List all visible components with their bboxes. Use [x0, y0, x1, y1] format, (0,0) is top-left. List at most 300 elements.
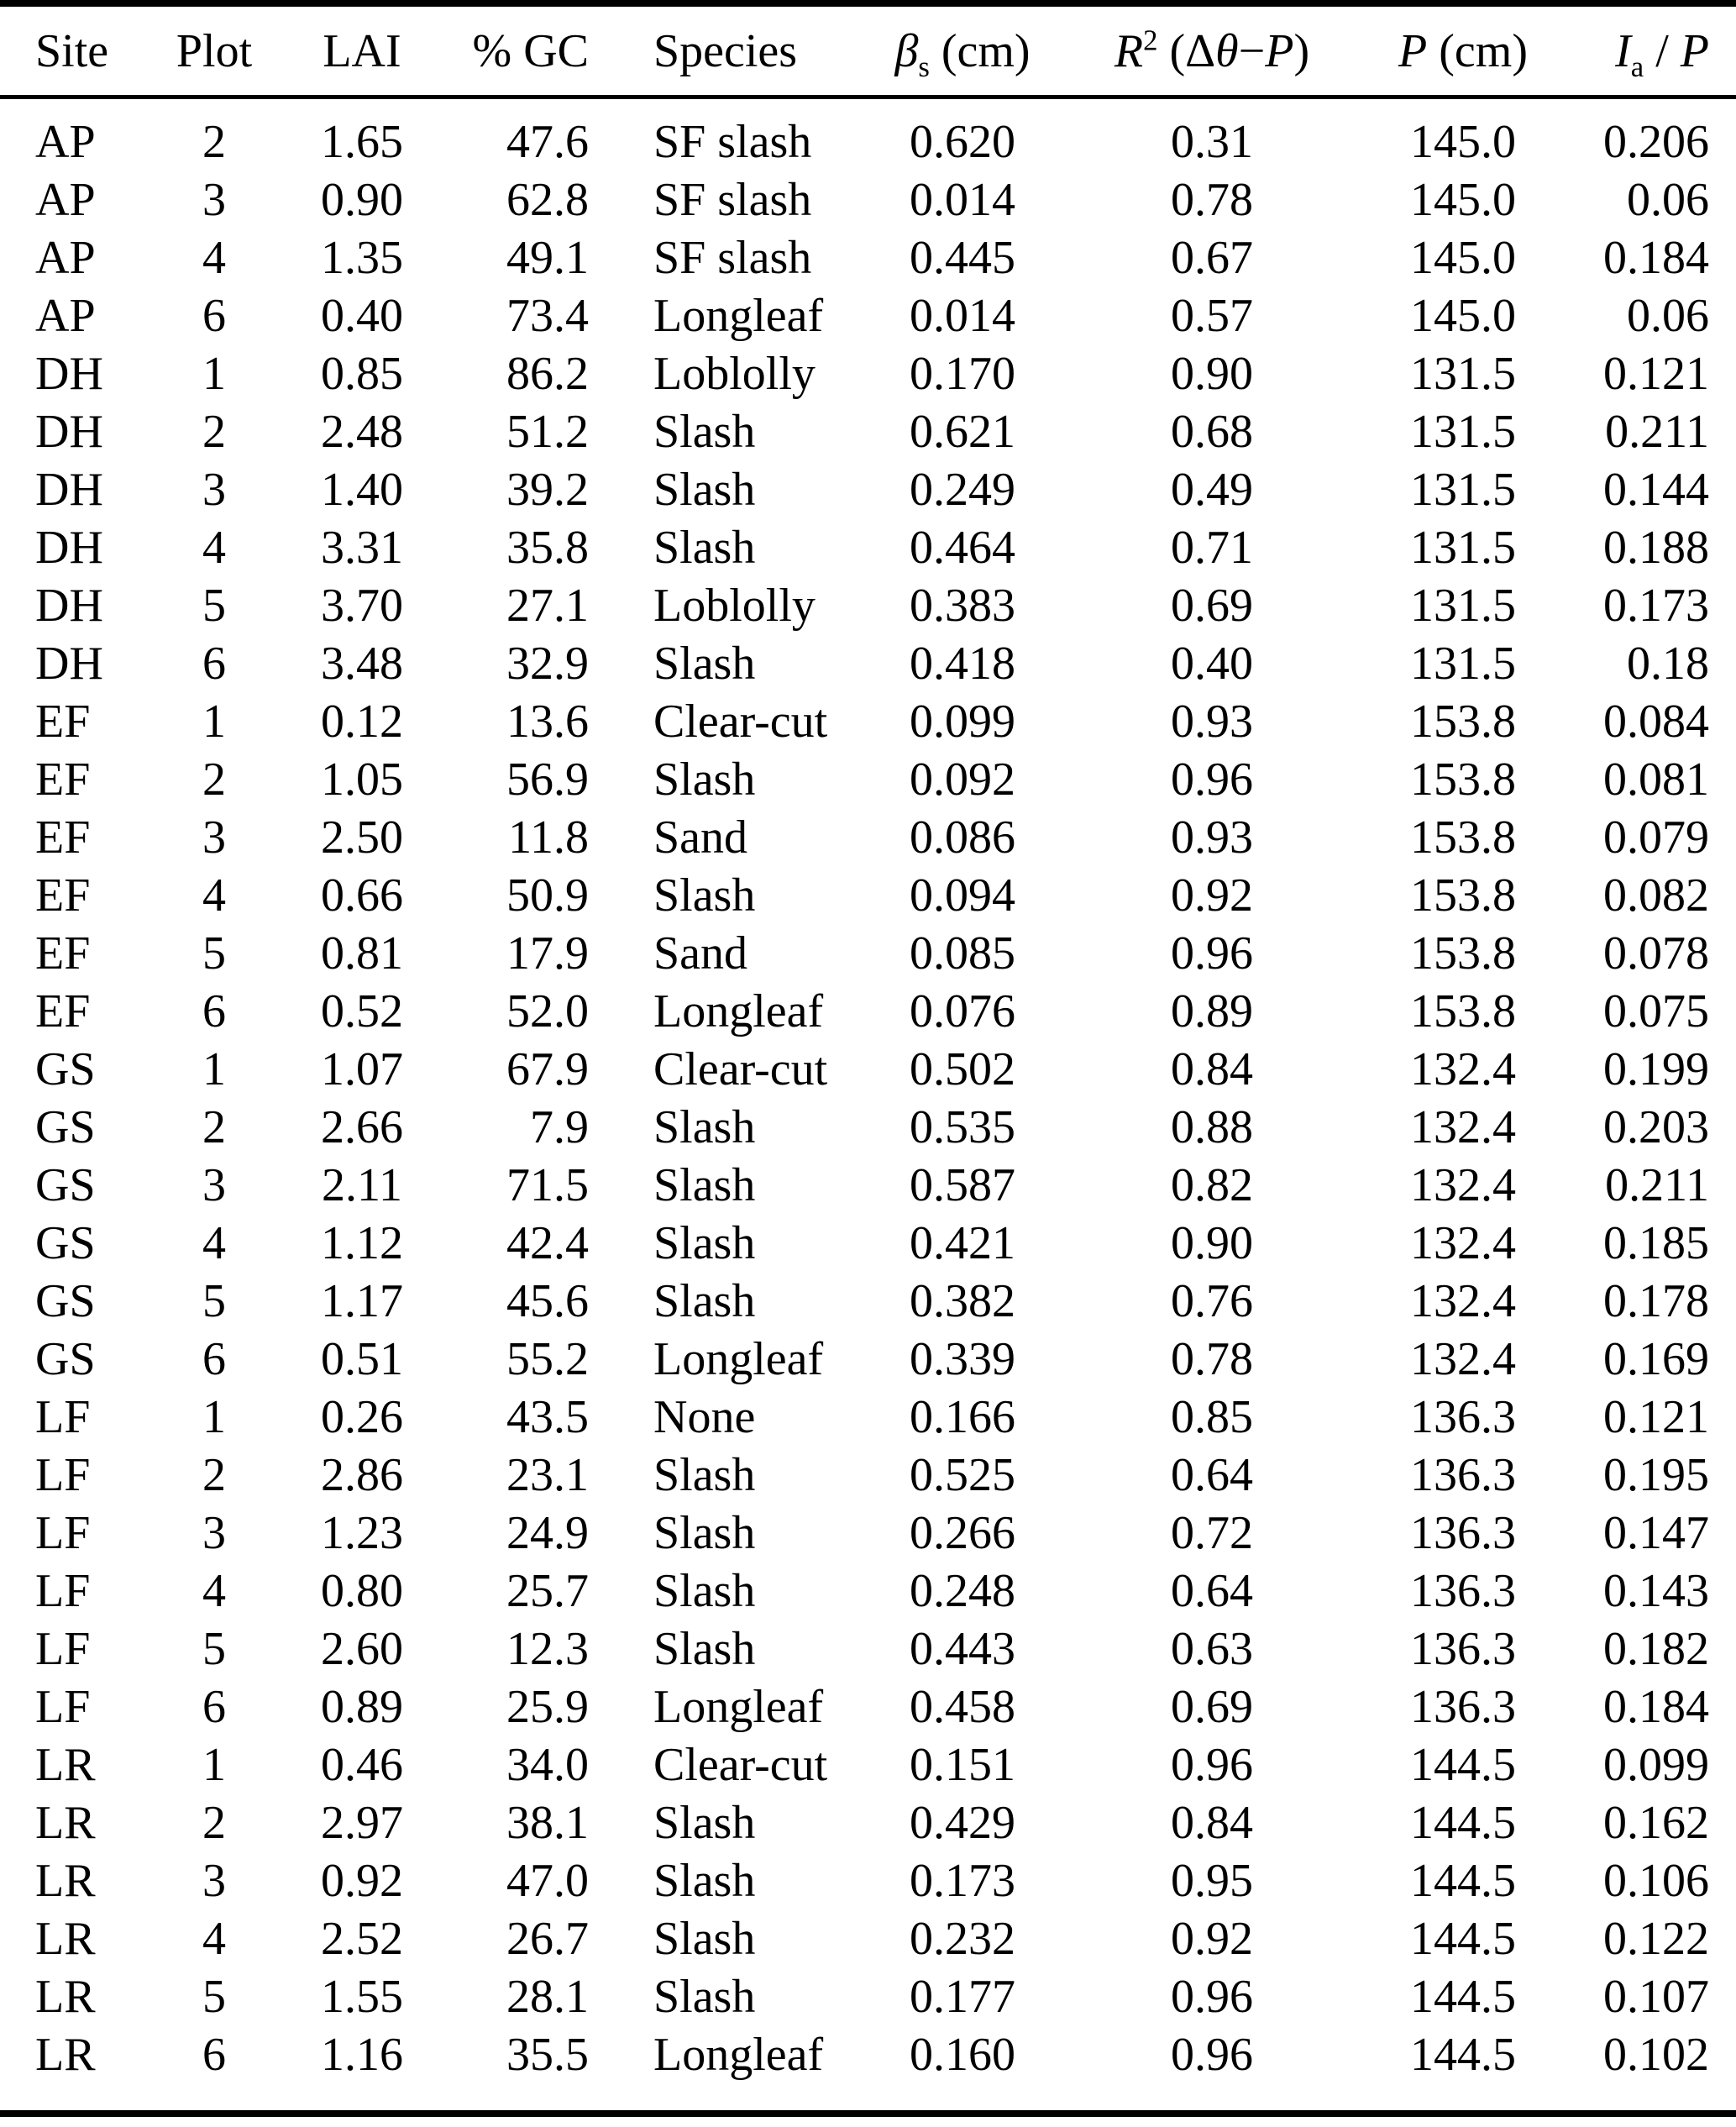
cell-species: Sand [653, 811, 747, 864]
cell-r2: 0.63 [1171, 1622, 1253, 1675]
cell-r2: 0.88 [1171, 1100, 1253, 1153]
header-text-part: − [1238, 24, 1266, 77]
cell-site: DH [35, 637, 103, 690]
cell-lai: 0.80 [321, 1564, 403, 1617]
table-row [0, 1794, 1736, 1851]
cell-site: AP [35, 231, 96, 284]
cell-beta: 0.166 [910, 1390, 1015, 1443]
cell-lai: 2.60 [321, 1622, 403, 1675]
cell-lai: 2.97 [321, 1796, 403, 1849]
cell-iap: 0.102 [1603, 2028, 1709, 2081]
table-body [0, 97, 1736, 2114]
cell-pct_gc: 62.8 [506, 173, 589, 226]
table-row [0, 97, 1736, 171]
cell-pct_gc: 27.1 [506, 579, 589, 632]
cell-species: Clear-cut [653, 1042, 828, 1095]
header-text-part: (cm) [1427, 24, 1528, 77]
cell-site: AP [35, 173, 96, 226]
cell-beta: 0.092 [910, 753, 1015, 806]
cell-lai: 0.26 [321, 1390, 403, 1443]
cell-p: 131.5 [1410, 347, 1516, 400]
table-row [0, 2025, 1736, 2114]
cell-species: Slash [653, 869, 756, 922]
cell-plot: 3 [202, 463, 226, 516]
cell-p: 136.3 [1410, 1448, 1516, 1501]
cell-species: Clear-cut [653, 695, 828, 748]
cell-r2: 0.49 [1171, 463, 1253, 516]
cell-pct_gc: 32.9 [506, 637, 589, 690]
cell-plot: 3 [202, 173, 226, 226]
header-text-part: 2 [1143, 23, 1158, 56]
table-header [0, 3, 1736, 97]
cell-p: 136.3 [1410, 1564, 1516, 1617]
cell-pct_gc: 25.7 [506, 1564, 589, 1617]
header-text-part: (Δ [1157, 24, 1216, 77]
cell-r2: 0.96 [1171, 1970, 1253, 2023]
cell-site: DH [35, 521, 103, 574]
cell-site: LR [35, 1970, 96, 2023]
cell-p: 153.8 [1410, 753, 1516, 806]
cell-p: 144.5 [1410, 1854, 1516, 1907]
cell-lai: 0.90 [321, 173, 403, 226]
cell-iap: 0.184 [1603, 1680, 1709, 1733]
table-row [0, 1388, 1736, 1446]
cell-site: GS [35, 1216, 96, 1269]
cell-p: 131.5 [1410, 521, 1516, 574]
cell-species: Slash [653, 1158, 756, 1211]
cell-beta: 0.094 [910, 869, 1015, 922]
cell-pct_gc: 71.5 [506, 1158, 589, 1211]
column-header-iap [1579, 3, 1736, 97]
cell-beta: 0.502 [910, 1042, 1015, 1095]
cell-pct_gc: 39.2 [506, 463, 589, 516]
cell-plot: 2 [202, 753, 226, 806]
cell-r2: 0.67 [1171, 231, 1253, 284]
cell-site: GS [35, 1100, 96, 1153]
cell-site: LR [35, 1854, 96, 1907]
cell-plot: 1 [202, 1042, 226, 1095]
table-row [0, 460, 1736, 518]
header-text-part: (cm) [929, 24, 1031, 77]
cell-iap: 0.184 [1603, 231, 1709, 284]
cell-lai: 1.35 [321, 231, 403, 284]
table-row [0, 1620, 1736, 1678]
cell-beta: 0.418 [910, 637, 1015, 690]
cell-r2: 0.57 [1171, 289, 1253, 342]
cell-plot: 2 [202, 115, 226, 168]
cell-p: 131.5 [1410, 405, 1516, 458]
header-text-part: I [1615, 24, 1631, 77]
cell-site: LF [35, 1506, 91, 1559]
header-text-part: θ [1215, 24, 1239, 77]
cell-lai: 1.40 [321, 463, 403, 516]
cell-pct_gc: 38.1 [506, 1796, 589, 1849]
header-text-part: Plot [176, 24, 253, 77]
cell-p: 136.3 [1410, 1506, 1516, 1559]
cell-plot: 2 [202, 405, 226, 458]
cell-pct_gc: 13.6 [506, 695, 589, 748]
cell-lai: 2.52 [321, 1912, 403, 1965]
cell-species: SF slash [653, 115, 812, 168]
cell-species: Slash [653, 1216, 756, 1269]
cell-plot: 4 [202, 1564, 226, 1617]
cell-beta: 0.173 [910, 1854, 1015, 1907]
cell-species: SF slash [653, 231, 812, 284]
cell-pct_gc: 45.6 [506, 1274, 589, 1327]
cell-species: Slash [653, 1274, 756, 1327]
cell-beta: 0.248 [910, 1564, 1015, 1617]
cell-beta: 0.085 [910, 927, 1015, 979]
cell-r2: 0.78 [1171, 1332, 1253, 1385]
cell-plot: 3 [202, 811, 226, 864]
cell-p: 131.5 [1410, 637, 1516, 690]
cell-p: 153.8 [1410, 927, 1516, 979]
cell-pct_gc: 86.2 [506, 347, 589, 400]
cell-beta: 0.014 [910, 173, 1015, 226]
table-row [0, 518, 1736, 576]
cell-lai: 1.16 [321, 2028, 403, 2081]
cell-site: DH [35, 463, 103, 516]
cell-r2: 0.92 [1171, 869, 1253, 922]
cell-r2: 0.96 [1171, 2028, 1253, 2081]
cell-r2: 0.93 [1171, 811, 1253, 864]
cell-iap: 0.206 [1603, 115, 1709, 168]
cell-beta: 0.620 [910, 115, 1015, 168]
table-row [0, 576, 1736, 634]
table-row [0, 1272, 1736, 1330]
cell-r2: 0.96 [1171, 753, 1253, 806]
cell-pct_gc: 25.9 [506, 1680, 589, 1733]
cell-site: DH [35, 405, 103, 458]
cell-p: 144.5 [1410, 1912, 1516, 1965]
cell-p: 144.5 [1410, 1738, 1516, 1791]
cell-lai: 0.51 [321, 1332, 403, 1385]
table-row [0, 750, 1736, 808]
cell-lai: 1.23 [321, 1506, 403, 1559]
cell-p: 153.8 [1410, 985, 1516, 1037]
header-text-part: LAI [323, 24, 401, 77]
cell-plot: 4 [202, 1912, 226, 1965]
cell-species: SF slash [653, 173, 812, 226]
header-text-part: β [894, 24, 919, 77]
cell-iap: 0.06 [1627, 173, 1709, 226]
cell-plot: 6 [202, 1680, 226, 1733]
table-row [0, 228, 1736, 286]
cell-lai: 0.52 [321, 985, 403, 1037]
cell-r2: 0.93 [1171, 695, 1253, 748]
cell-site: DH [35, 347, 103, 400]
cell-pct_gc: 35.8 [506, 521, 589, 574]
cell-beta: 0.014 [910, 289, 1015, 342]
cell-plot: 2 [202, 1100, 226, 1153]
cell-species: Longleaf [653, 2028, 824, 2081]
table-row [0, 866, 1736, 924]
cell-beta: 0.177 [910, 1970, 1015, 2023]
cell-species: Slash [653, 1622, 756, 1675]
cell-beta: 0.443 [910, 1622, 1015, 1675]
cell-lai: 2.66 [321, 1100, 403, 1153]
cell-p: 145.0 [1410, 173, 1516, 226]
column-header-beta [848, 3, 1077, 97]
table-row [0, 1446, 1736, 1504]
cell-iap: 0.211 [1605, 1158, 1709, 1211]
table-row [0, 634, 1736, 692]
column-header-r2 [1077, 3, 1347, 97]
cell-iap: 0.06 [1627, 289, 1709, 342]
cell-iap: 0.081 [1603, 753, 1709, 806]
cell-site: EF [35, 927, 91, 979]
header-text-part: P [1680, 24, 1709, 77]
cell-site: LR [35, 1796, 96, 1849]
table-row [0, 1504, 1736, 1562]
cell-plot: 6 [202, 2028, 226, 2081]
cell-r2: 0.71 [1171, 521, 1253, 574]
header-text-part: a [1630, 50, 1644, 83]
cell-pct_gc: 28.1 [506, 1970, 589, 2023]
cell-iap: 0.122 [1603, 1912, 1709, 1965]
cell-site: LF [35, 1448, 91, 1501]
cell-pct_gc: 56.9 [506, 753, 589, 806]
cell-beta: 0.339 [910, 1332, 1015, 1385]
cell-iap: 0.082 [1603, 869, 1709, 922]
cell-r2: 0.96 [1171, 927, 1253, 979]
cell-pct_gc: 24.9 [506, 1506, 589, 1559]
cell-lai: 0.89 [321, 1680, 403, 1733]
cell-plot: 4 [202, 869, 226, 922]
cell-r2: 0.84 [1171, 1042, 1253, 1095]
cell-beta: 0.621 [910, 405, 1015, 458]
cell-species: Longleaf [653, 1332, 824, 1385]
cell-species: Longleaf [653, 985, 824, 1037]
table-row [0, 286, 1736, 344]
cell-species: Loblolly [653, 579, 816, 632]
cell-r2: 0.96 [1171, 1738, 1253, 1791]
cell-pct_gc: 34.0 [506, 1738, 589, 1791]
cell-species: Slash [653, 1448, 756, 1501]
cell-pct_gc: 35.5 [506, 2028, 589, 2081]
cell-site: EF [35, 985, 91, 1037]
cell-species: Slash [653, 463, 756, 516]
cell-site: LR [35, 1912, 96, 1965]
cell-pct_gc: 12.3 [506, 1622, 589, 1675]
cell-lai: 1.55 [321, 1970, 403, 2023]
cell-lai: 3.31 [321, 521, 403, 574]
table-row [0, 1214, 1736, 1272]
cell-site: LF [35, 1622, 91, 1675]
cell-iap: 0.079 [1603, 811, 1709, 864]
cell-site: LR [35, 2028, 96, 2081]
cell-species: Slash [653, 405, 756, 458]
cell-r2: 0.84 [1171, 1796, 1253, 1849]
cell-r2: 0.90 [1171, 1216, 1253, 1269]
cell-iap: 0.169 [1603, 1332, 1709, 1385]
cell-lai: 0.92 [321, 1854, 403, 1907]
table-row [0, 1736, 1736, 1794]
cell-beta: 0.587 [910, 1158, 1015, 1211]
header-text-part: Species [653, 24, 798, 77]
header-text-part: % GC [472, 24, 589, 77]
cell-species: Slash [653, 637, 756, 690]
cell-plot: 4 [202, 521, 226, 574]
cell-iap: 0.199 [1603, 1042, 1709, 1095]
cell-iap: 0.107 [1603, 1970, 1709, 2023]
cell-plot: 1 [202, 1390, 226, 1443]
cell-beta: 0.151 [910, 1738, 1015, 1791]
cell-r2: 0.64 [1171, 1564, 1253, 1617]
cell-r2: 0.89 [1171, 985, 1253, 1037]
cell-site: LF [35, 1390, 91, 1443]
header-text-part: s [918, 50, 930, 83]
cell-site: LF [35, 1564, 91, 1617]
cell-pct_gc: 43.5 [506, 1390, 589, 1443]
cell-species: Sand [653, 927, 747, 979]
table-row [0, 1330, 1736, 1388]
cell-r2: 0.90 [1171, 347, 1253, 400]
cell-site: EF [35, 753, 91, 806]
cell-pct_gc: 52.0 [506, 985, 589, 1037]
cell-pct_gc: 23.1 [506, 1448, 589, 1501]
cell-lai: 1.65 [321, 115, 403, 168]
cell-p: 153.8 [1410, 869, 1516, 922]
table-row [0, 1851, 1736, 1909]
cell-plot: 6 [202, 985, 226, 1037]
table-row [0, 1678, 1736, 1736]
cell-p: 131.5 [1410, 579, 1516, 632]
cell-beta: 0.170 [910, 347, 1015, 400]
column-header-plot [151, 3, 277, 97]
cell-pct_gc: 42.4 [506, 1216, 589, 1269]
cell-lai: 2.50 [321, 811, 403, 864]
table-row [0, 924, 1736, 982]
header-text-part: / [1644, 24, 1681, 77]
header-text-part: R [1114, 24, 1144, 77]
cell-species: Slash [653, 1854, 756, 1907]
cell-species: Slash [653, 1100, 756, 1153]
cell-p: 132.4 [1410, 1158, 1516, 1211]
cell-beta: 0.525 [910, 1448, 1015, 1501]
table-row [0, 402, 1736, 460]
cell-plot: 6 [202, 289, 226, 342]
cell-p: 153.8 [1410, 695, 1516, 748]
cell-beta: 0.421 [910, 1216, 1015, 1269]
cell-species: Slash [653, 1912, 756, 1965]
cell-r2: 0.69 [1171, 579, 1253, 632]
cell-iap: 0.18 [1627, 637, 1709, 690]
cell-beta: 0.382 [910, 1274, 1015, 1327]
cell-plot: 5 [202, 1970, 226, 2023]
cell-r2: 0.72 [1171, 1506, 1253, 1559]
cell-beta: 0.086 [910, 811, 1015, 864]
cell-pct_gc: 49.1 [506, 231, 589, 284]
cell-p: 136.3 [1410, 1390, 1516, 1443]
cell-lai: 2.86 [321, 1448, 403, 1501]
cell-plot: 1 [202, 695, 226, 748]
cell-lai: 3.70 [321, 579, 403, 632]
cell-species: Slash [653, 753, 756, 806]
cell-r2: 0.31 [1171, 115, 1253, 168]
cell-lai: 2.11 [322, 1158, 402, 1211]
cell-iap: 0.203 [1603, 1100, 1709, 1153]
cell-site: GS [35, 1042, 96, 1095]
header-text-part: Site [35, 24, 109, 77]
cell-plot: 5 [202, 1622, 226, 1675]
cell-p: 145.0 [1410, 115, 1516, 168]
table-row [0, 344, 1736, 402]
cell-lai: 1.05 [321, 753, 403, 806]
cell-lai: 2.48 [321, 405, 403, 458]
cell-lai: 0.81 [321, 927, 403, 979]
cell-iap: 0.121 [1603, 1390, 1709, 1443]
cell-plot: 5 [202, 579, 226, 632]
cell-r2: 0.95 [1171, 1854, 1253, 1907]
cell-iap: 0.188 [1603, 521, 1709, 574]
cell-species: Slash [653, 1564, 756, 1617]
cell-beta: 0.429 [910, 1796, 1015, 1849]
cell-iap: 0.147 [1603, 1506, 1709, 1559]
table-row [0, 1562, 1736, 1620]
column-header-pct_gc [447, 3, 597, 97]
column-header-species [597, 3, 848, 97]
table-row [0, 808, 1736, 866]
cell-p: 132.4 [1410, 1042, 1516, 1095]
cell-site: AP [35, 115, 96, 168]
header-text-part: P [1265, 24, 1294, 77]
header-text-part: P [1398, 24, 1428, 77]
cell-pct_gc: 47.6 [506, 115, 589, 168]
cell-species: Slash [653, 521, 756, 574]
cell-beta: 0.232 [910, 1912, 1015, 1965]
cell-r2: 0.85 [1171, 1390, 1253, 1443]
cell-p: 144.5 [1410, 2028, 1516, 2081]
cell-plot: 6 [202, 637, 226, 690]
cell-site: DH [35, 579, 103, 632]
table-row [0, 1909, 1736, 1967]
cell-beta: 0.464 [910, 521, 1015, 574]
cell-p: 131.5 [1410, 463, 1516, 516]
cell-site: GS [35, 1332, 96, 1385]
cell-site: GS [35, 1274, 96, 1327]
cell-plot: 1 [202, 1738, 226, 1791]
column-header-lai [277, 3, 447, 97]
cell-species: Slash [653, 1506, 756, 1559]
cell-plot: 3 [202, 1506, 226, 1559]
cell-species: Longleaf [653, 1680, 824, 1733]
cell-lai: 1.12 [321, 1216, 403, 1269]
cell-iap: 0.078 [1603, 927, 1709, 979]
table-row [0, 171, 1736, 228]
cell-lai: 1.17 [321, 1274, 403, 1327]
cell-pct_gc: 50.9 [506, 869, 589, 922]
cell-beta: 0.458 [910, 1680, 1015, 1733]
cell-lai: 0.85 [321, 347, 403, 400]
cell-lai: 1.07 [321, 1042, 403, 1095]
cell-site: LR [35, 1738, 96, 1791]
cell-plot: 4 [202, 231, 226, 284]
cell-pct_gc: 26.7 [506, 1912, 589, 1965]
cell-species: Longleaf [653, 289, 824, 342]
cell-lai: 0.66 [321, 869, 403, 922]
cell-species: None [653, 1390, 756, 1443]
cell-species: Clear-cut [653, 1738, 828, 1791]
cell-p: 132.4 [1410, 1332, 1516, 1385]
cell-lai: 0.46 [321, 1738, 403, 1791]
cell-iap: 0.084 [1603, 695, 1709, 748]
table-row [0, 1967, 1736, 2025]
cell-iap: 0.099 [1603, 1738, 1709, 1791]
cell-site: AP [35, 289, 96, 342]
cell-pct_gc: 73.4 [506, 289, 589, 342]
cell-beta: 0.383 [910, 579, 1015, 632]
